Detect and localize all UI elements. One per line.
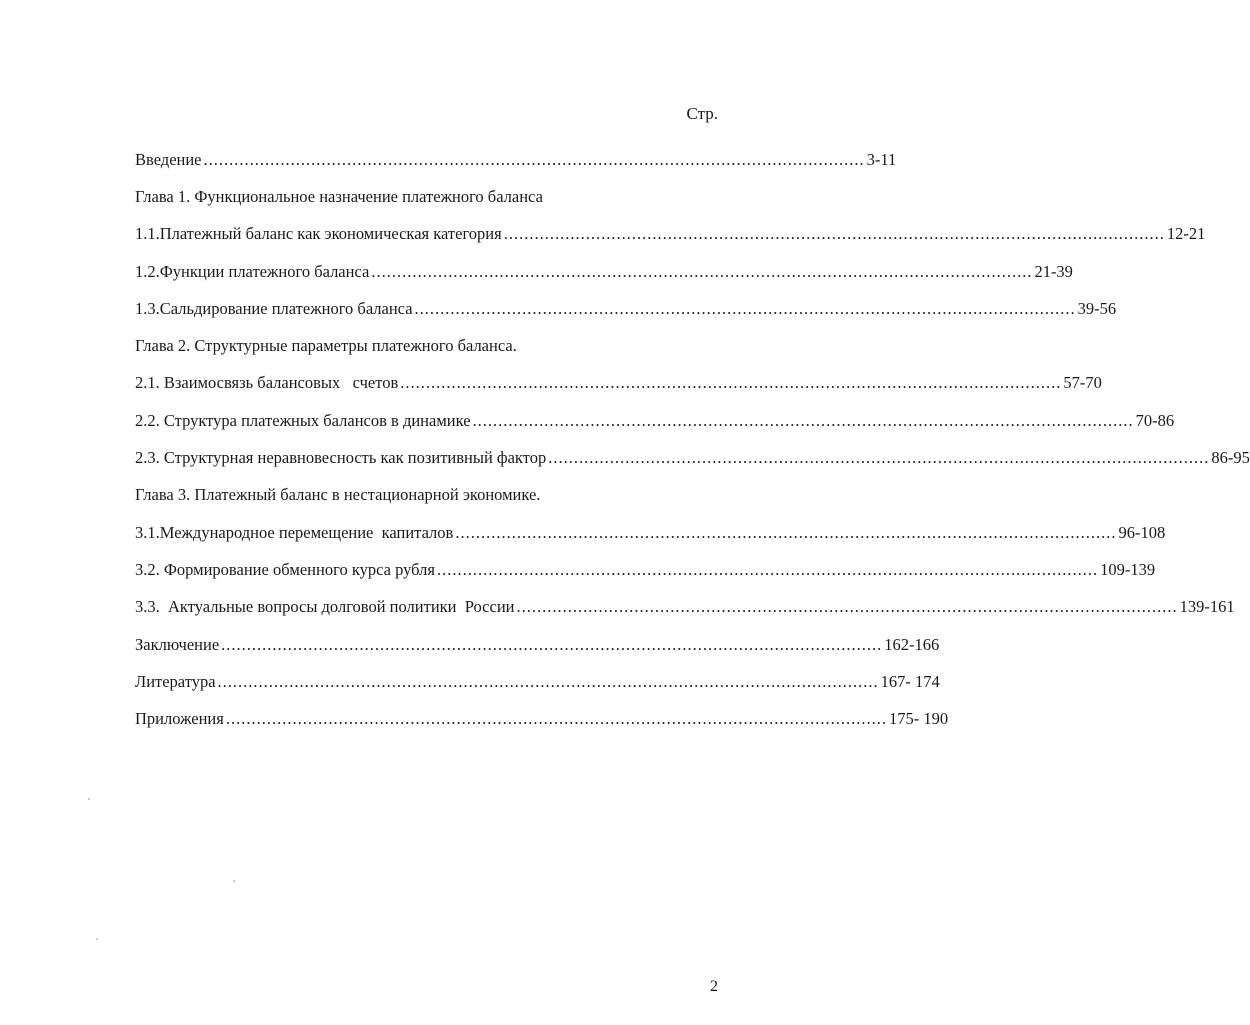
toc-entry-title: 2.3. Структурная неравновесность как позитивный фактор [135, 448, 547, 468]
dot-leader: ................................................................................................................................. [371, 261, 1033, 281]
page-number: 2 [710, 978, 718, 995]
toc-entry-title: Заключение [135, 634, 220, 654]
dot-leader: ................................................................................................................................. [548, 448, 1210, 468]
toc-entry-1-2 [135, 253, 1073, 290]
toc-chapter-title: Глава 2. Структурные параметры платежного баланса. [135, 336, 517, 356]
toc-entry-2-2 [135, 402, 1175, 439]
toc-chapter-heading-1 [135, 178, 715, 215]
toc-entry-conclusion [135, 626, 940, 663]
toc-entry-1-1 [135, 216, 1206, 253]
scan-speck [88, 798, 90, 800]
dot-leader: ................................................................................................................................. [436, 559, 1099, 579]
dot-leader: ................................................................................................................................. [503, 224, 1165, 244]
pages-column-label: Стр. [686, 104, 718, 123]
toc-entry-title: 1.2.Функции платежного баланса [135, 261, 370, 281]
toc-entry-pages: 167- 174 [880, 671, 940, 691]
toc-entry-pages: 109-139 [1100, 559, 1156, 579]
scan-speck [96, 938, 98, 940]
dot-leader: ................................................................................................................................. [217, 671, 879, 691]
toc-entry-introduction [135, 141, 897, 178]
toc-entry-title: Приложения [135, 709, 224, 729]
toc-chapter-heading-3 [135, 477, 715, 514]
toc-entry-title: Литература [135, 671, 216, 691]
toc-entry-pages: 3-11 [866, 149, 897, 169]
table-of-contents [135, 141, 1250, 738]
toc-entry-title: 1.3.Сальдирование платежного баланса [135, 298, 413, 318]
dot-leader: ................................................................................................................................. [516, 597, 1178, 617]
toc-entry-pages: 39-56 [1077, 298, 1117, 318]
toc-entry-pages: 96-108 [1118, 522, 1166, 542]
toc-entry-pages: 139-161 [1179, 597, 1235, 617]
toc-entry-pages: 70-86 [1135, 410, 1175, 430]
dot-leader: ................................................................................................................................. [455, 522, 1117, 542]
toc-entry-pages: 57-70 [1063, 373, 1102, 393]
toc-entry-2-1 [135, 365, 1102, 402]
scan-speck [233, 880, 235, 882]
toc-entry-3-2 [135, 551, 1156, 588]
toc-entry-title: 3.2. Формирование обменного курса рубля [135, 559, 435, 579]
toc-entry-title: 3.1.Международное перемещение капиталов [135, 522, 454, 542]
toc-entry-pages: 12-21 [1166, 224, 1206, 244]
toc-entry-title: 2.2. Структура платежных балансов в динамике [135, 410, 471, 430]
toc-chapter-title: Глава 3. Платежный баланс в нестационарной экономике. [135, 485, 541, 505]
toc-entry-title: 2.1. Взаимосвязь балансовых счетов [135, 373, 399, 393]
dot-leader: ................................................................................................................................. [203, 149, 865, 169]
dot-leader: ................................................................................................................................. [400, 373, 1062, 393]
toc-entry-literature [135, 663, 940, 700]
toc-entry-2-3 [135, 439, 1250, 476]
toc-entry-3-3 [135, 589, 1235, 626]
toc-chapter-title: Глава 1. Функциональное назначение платежного баланса [135, 186, 543, 206]
dot-leader: ................................................................................................................................. [225, 709, 887, 729]
toc-entry-title: Введение [135, 149, 202, 169]
dot-leader: ................................................................................................................................. [221, 634, 883, 654]
dot-leader: ................................................................................................................................. [414, 298, 1076, 318]
toc-chapter-heading-2 [135, 327, 715, 364]
toc-entry-title: 1.1.Платежный баланс как экономическая категория [135, 224, 502, 244]
toc-entry-pages: 21-39 [1034, 261, 1073, 281]
toc-entry-pages: 162-166 [884, 634, 940, 654]
toc-entry-title: 3.3. Актуальные вопросы долговой политики России [135, 597, 515, 617]
toc-entry-pages: 175- 190 [888, 709, 949, 729]
toc-entry-3-1 [135, 514, 1166, 551]
toc-entry-appendices [135, 700, 949, 737]
toc-entry-1-3 [135, 290, 1117, 327]
toc-entry-pages: 86-95 [1211, 448, 1250, 468]
dot-leader: ................................................................................................................................. [472, 410, 1134, 430]
